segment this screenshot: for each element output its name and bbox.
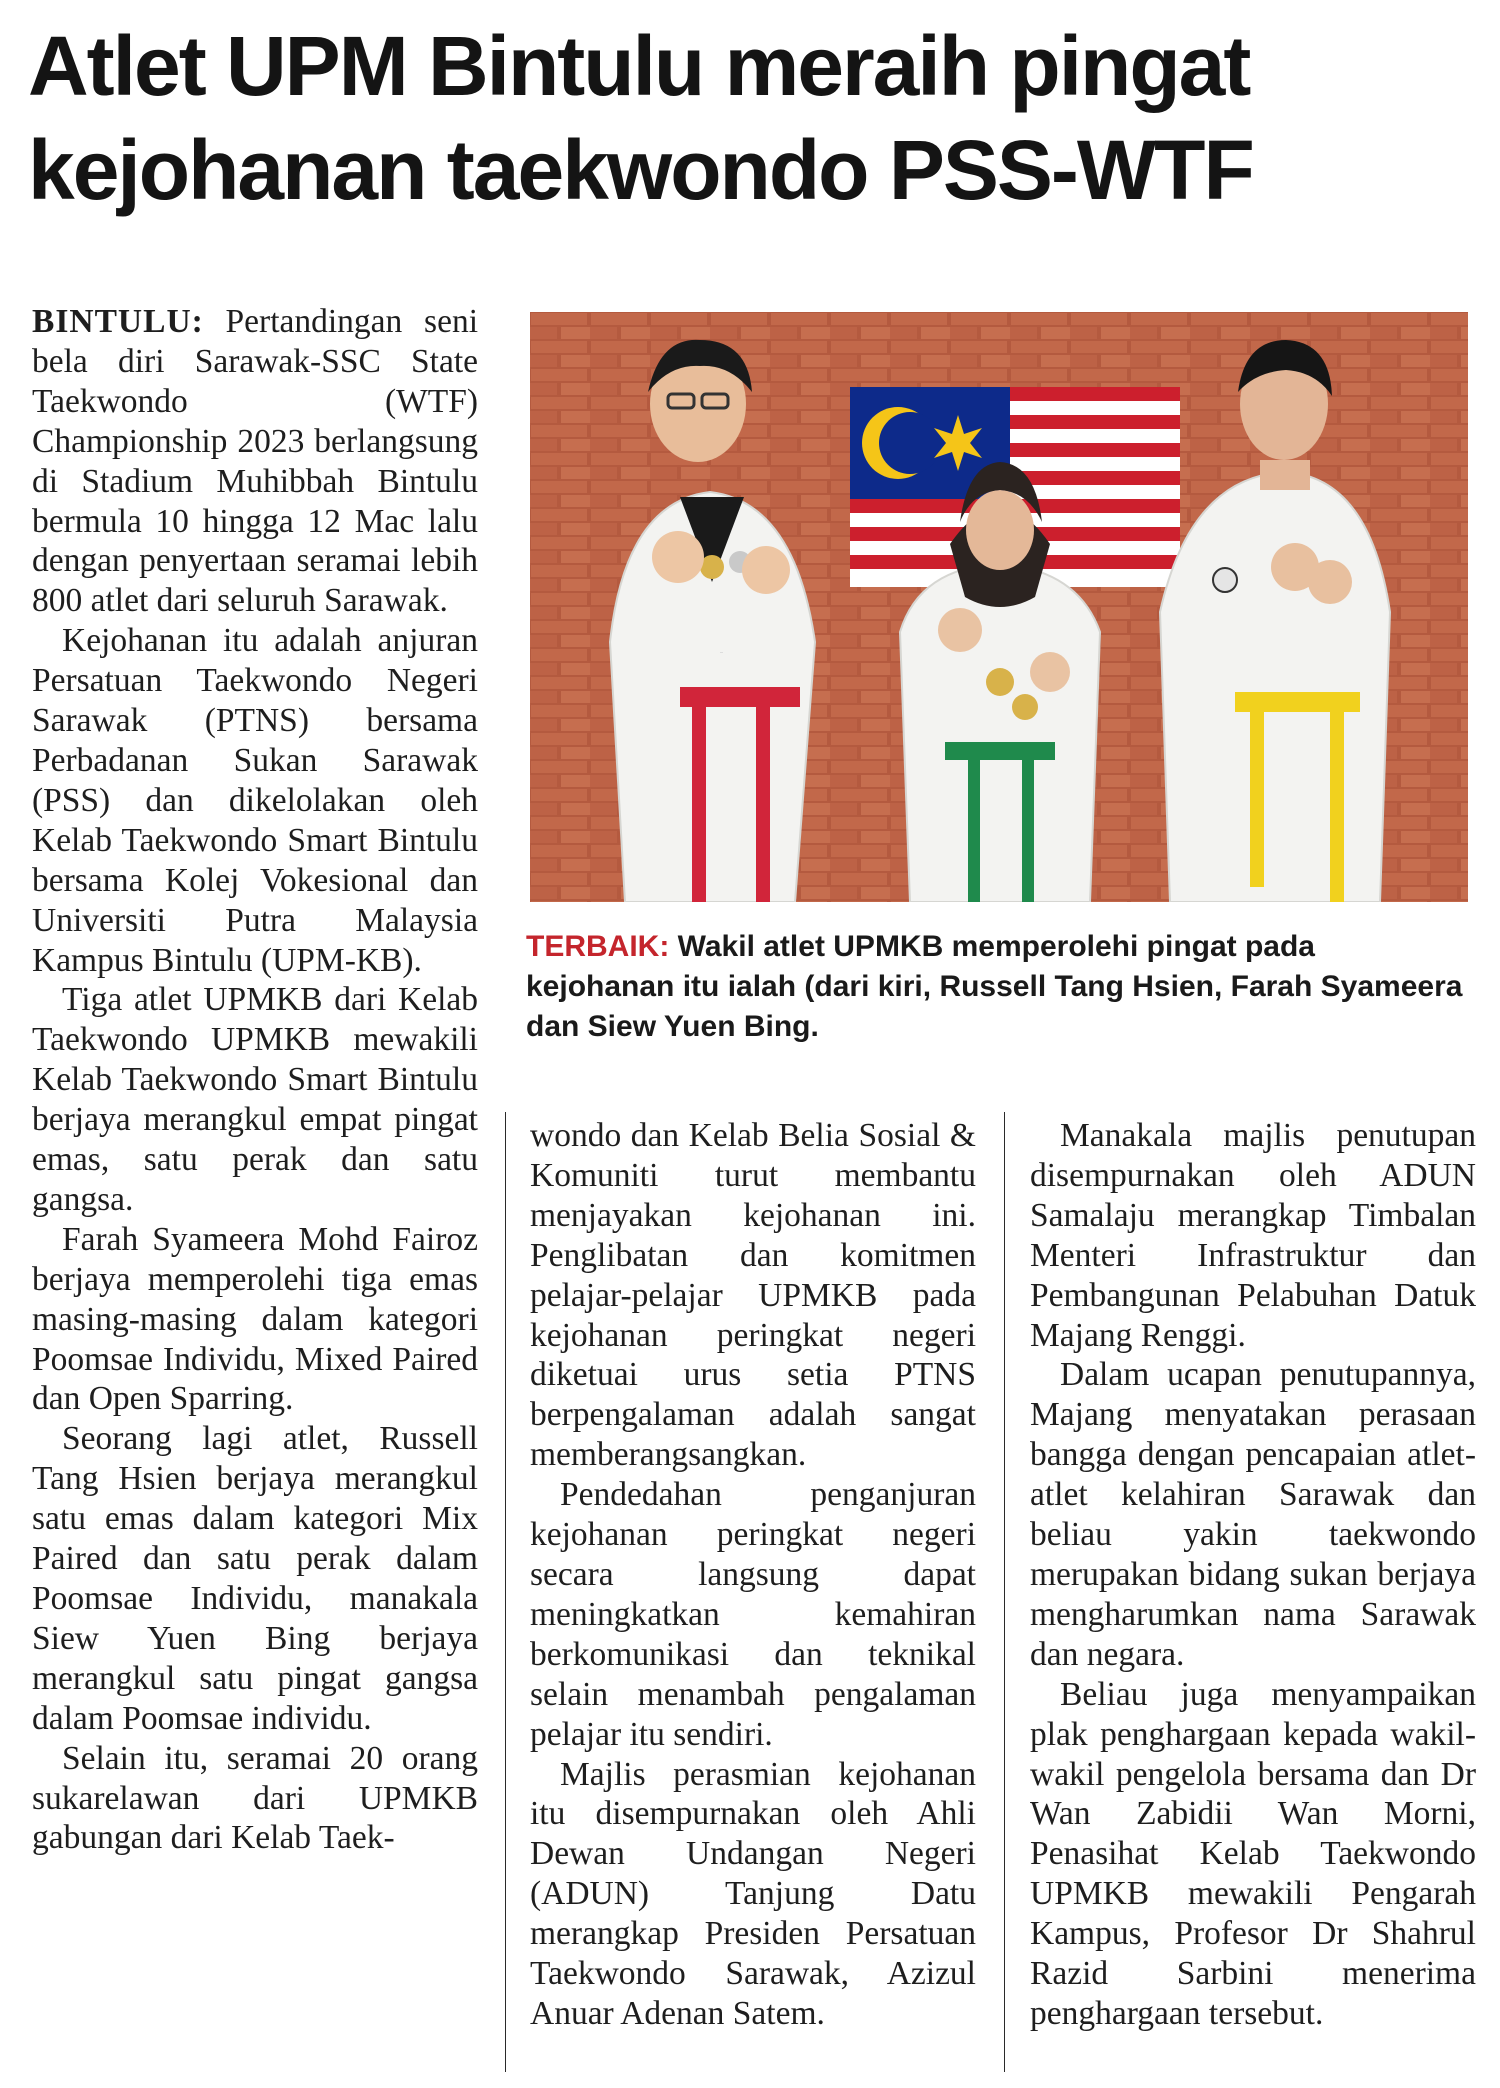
column-1-paragraph-2: Kejohanan itu adalah anjuran Persatuan Taekwondo Negeri Sarawak (PTNS) bersama Perbadanan Sukan Sarawak (PSS) dan dikelolakan oleh Kelab Taekwondo Smart Bintulu bersama Kolej Vokesional dan Universiti Putra Malaysia Kampus Bintulu (UPM-KB). [32, 622, 478, 979]
dateline: BINTULU: [32, 303, 204, 340]
column-3-paragraph-3: Beliau juga menyampaikan plak penghargaan kepada wakil-wakil pengelola bersama dan Dr Wan Zabidii Wan Morni, Penasihat Kelab Taekwondo UPMKB mewakili Pengarah Kampus, Profesor Dr Shahrul Razid Sarbini menerima penghargaan tersebut. [1030, 1675, 1476, 2032]
column-3-paragraph-2: Dalam ucapan penutupannya, Majang menyatakan perasaan bangga dengan pencapaian atlet-atlet kelahiran Sarawak dan beliau yakin taekwondo merupakan bidang sukan berjaya mengharumkan nama Sarawak dan negara. [1030, 1356, 1476, 1673]
column-divider [1004, 1112, 1005, 2072]
column-2-paragraph-3: Majlis perasmian kejohanan itu disempurnakan oleh Ahli Dewan Undangan Negeri (ADUN) Tanjung Datu merangkap Presiden Persatuan Taekwondo Sarawak, Azizul Anuar Adenan Satem. [530, 1755, 976, 2032]
athletes-photo [530, 312, 1468, 902]
column-1-paragraph-4: Farah Syameera Mohd Fairoz berjaya memperolehi tiga emas masing-masing dalam kategori Poomsae Individu, Mixed Paired dan Open Sparring. [32, 1220, 478, 1418]
column-1-paragraph-6: Selain itu, seramai 20 orang sukarelawan dari UPMKB gabungan dari Kelab Taek- [32, 1739, 478, 1857]
caption-label: TERBAIK: [526, 930, 670, 963]
column-divider [505, 1112, 506, 2072]
column-1-paragraph-1 [32, 302, 478, 621]
article-column-2 [530, 1116, 976, 2034]
article-column-1 [32, 302, 478, 1858]
column-3-paragraph-1: Manakala majlis penutupan disempurnakan oleh ADUN Samalaju merangkap Timbalan Menteri Infrastruktur dan Pembangunan Pelabuhan Datuk Majang Renggi. [1030, 1117, 1476, 1354]
headline-line-1: Atlet UPM Bintulu meraih pingat [28, 19, 1250, 113]
article-photo [530, 312, 1468, 902]
caption-text: Wakil atlet UPMKB memperolehi pingat pada kejohanan itu ialah (dari kiri, Russell Tang Hsien, Farah Syameera dan Siew Yuen Bing. [526, 930, 1463, 1043]
article-column-3 [1030, 1116, 1476, 2034]
paragraph-text: Pertandingan seni bela diri Sarawak-SSC State Taekwondo (WTF) Championship 2023 berlangsung di Stadium Muhibbah Bintulu bermula 10 hingga 12 Mac lalu dengan penyertaan seramai lebih 800 atlet dari seluruh Sarawak. [32, 303, 478, 620]
article-headline [28, 14, 1478, 222]
column-1-paragraph-5: Seorang lagi atlet, Russell Tang Hsien berjaya merangkul satu emas dalam kategori Mix Paired dan satu perak dalam Poomsae Individu, manakala Siew Yuen Bing berjaya merangkul satu pingat gangsa dalam Poomsae individu. [32, 1420, 478, 1737]
column-2-paragraph-1: wondo dan Kelab Belia Sosial & Komuniti turut membantu menjayakan kejohanan ini. Penglibatan dan komitmen pelajar-pelajar UPMKB pada kejohanan peringkat negeri diketuai urus setia PTNS berpengalaman adalah sangat memberangsangkan. [530, 1117, 976, 1474]
column-2-paragraph-2: Pendedahan penganjuran kejohanan peringkat negeri secara langsung dapat meningkatkan kemahiran berkomunikasi dan teknikal selain menambah pengalaman pelajar itu sendiri. [530, 1476, 976, 1753]
column-1-paragraph-3: Tiga atlet UPMKB dari Kelab Taekwondo UPMKB mewakili Kelab Taekwondo Smart Bintulu berjaya merangkul empat pingat emas, satu perak dan satu gangsa. [32, 981, 478, 1218]
headline-line-2: kejohanan taekwondo PSS-WTF [28, 123, 1253, 217]
photo-caption [526, 927, 1470, 1047]
